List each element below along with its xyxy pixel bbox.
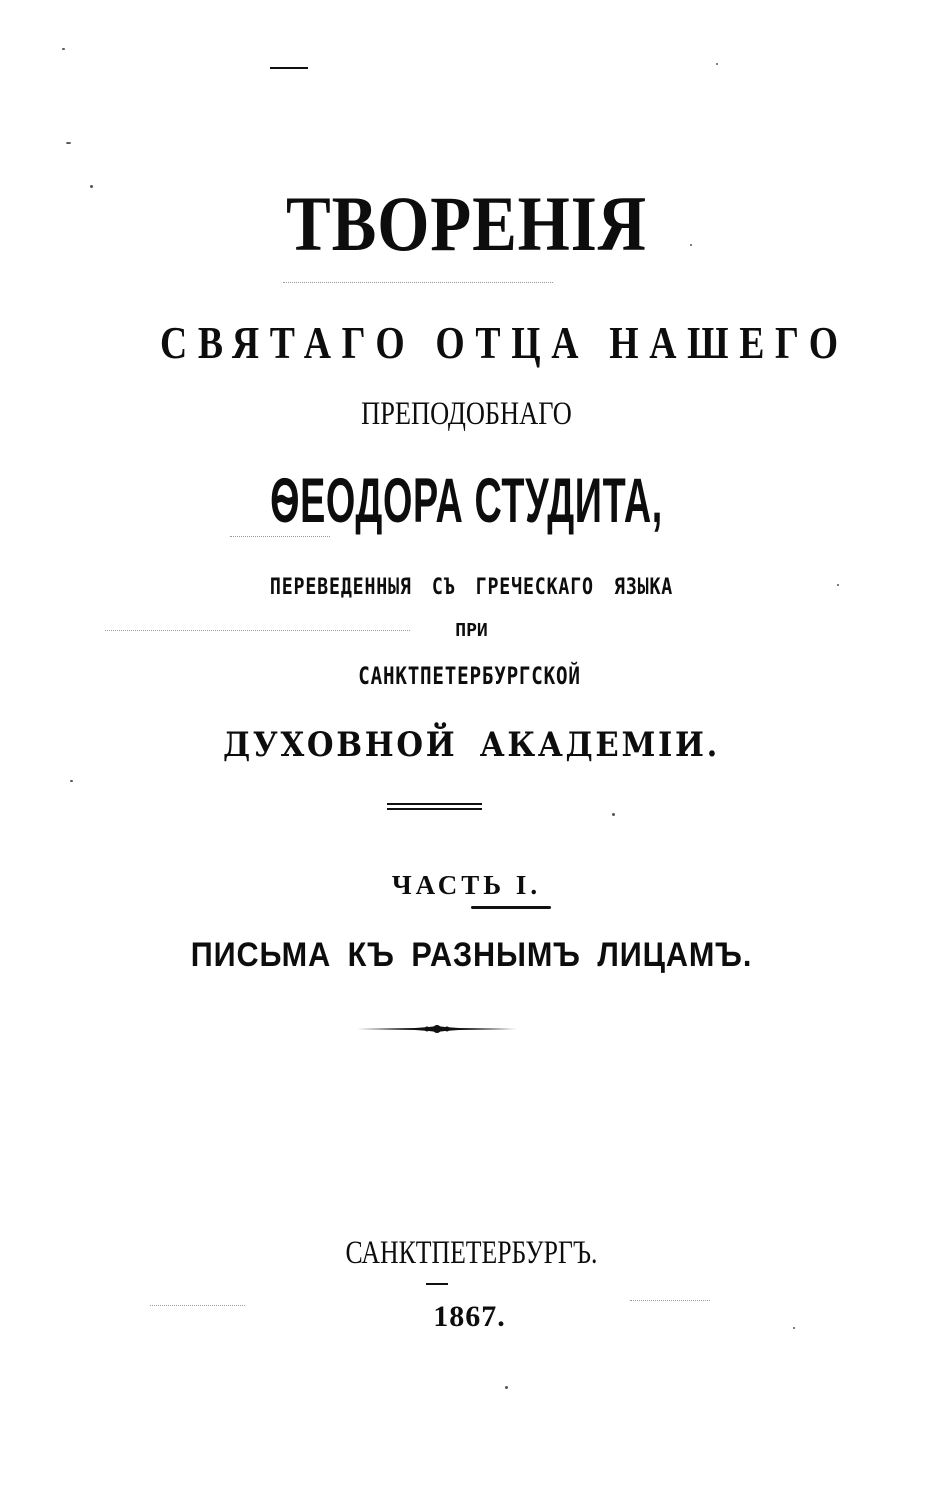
author-epithet: ПРЕПОДОБНАГО — [361, 396, 572, 432]
institution-line-2: ДУХОВНОЙ АКАДЕМІИ. — [223, 725, 720, 765]
part-title: ПИСЬМА КЪ РАЗНЫМЪ ЛИЦАМЪ. — [190, 936, 753, 974]
author-name: ѲЕОДОРА СТУДИТА, — [270, 466, 663, 536]
part-number: ЧАСТЬ I. — [391, 870, 542, 900]
publication-city: САНКТПЕТЕРБУРГЪ. — [345, 1235, 598, 1271]
scan-speck — [66, 142, 71, 144]
institution-line-1: САНКТПЕТЕРБУРГСКОЙ — [358, 662, 581, 690]
ornamental-divider — [355, 1022, 519, 1036]
scan-dotted-line — [230, 536, 330, 538]
work-title: ТВОРЕНІЯ — [286, 180, 647, 267]
scan-dotted-line — [283, 282, 553, 284]
translation-note: ПЕРЕВЕДЕННЫЯ СЪ ГРЕЧЕСКАГО ЯЗЫКА — [269, 575, 674, 600]
scan-speck — [612, 813, 615, 816]
scan-speck — [70, 780, 73, 782]
work-subtitle: СВЯТАГО ОТЦА НАШЕГО — [160, 317, 849, 368]
scan-speck — [505, 1386, 508, 1389]
publication-year: 1867. — [433, 1300, 506, 1333]
part-underline — [471, 906, 551, 909]
double-rule-divider — [387, 803, 482, 810]
scan-speck — [716, 63, 718, 65]
year-dash — [426, 1283, 448, 1285]
scan-speck — [62, 48, 65, 50]
translation-preposition: ПРИ — [455, 620, 488, 641]
scan-blot-top — [270, 67, 308, 69]
